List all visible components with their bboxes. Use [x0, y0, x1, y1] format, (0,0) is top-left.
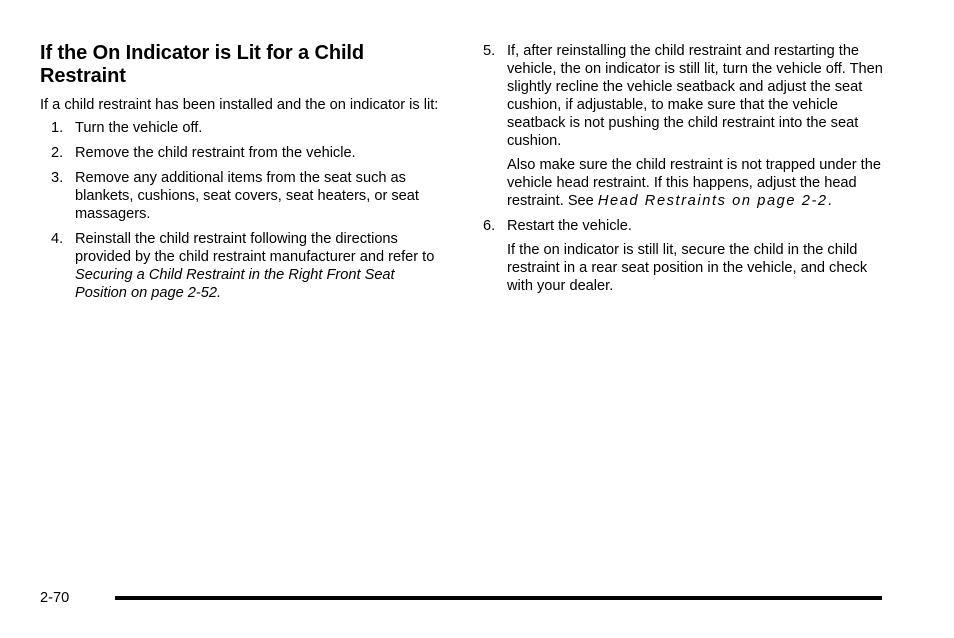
cross-reference-link[interactable]: Securing a Child Restraint in the Right Front Seat Position on page 2-52. [75, 267, 395, 301]
step-text: If, after reinstalling the child restraint and restarting the vehicle, the on indicator is still lit, turn the vehicle off. Then slightly recline the vehicle seatback and adjust the seat cushion, if adjustable, to make sure that the vehicle seatback is not pushing the child restraint into the seat cushion. [507, 43, 883, 149]
step-text: Restart the vehicle. [507, 218, 632, 234]
right-column [483, 42, 883, 302]
step-number: 4. [51, 231, 64, 247]
step-text: Remove the child restraint from the vehicle. [75, 145, 356, 161]
step-1 [40, 119, 450, 137]
cross-reference-link[interactable]: Head Restraints on page 2-2 [597, 193, 828, 209]
step-note [507, 156, 883, 210]
step-text: Turn the vehicle off. [75, 120, 203, 136]
step-4 [40, 230, 450, 302]
step-note-text: Also make sure the child restraint is not trapped under the vehicle head restraint. If this happens, adjust the head restraint. See [507, 157, 881, 209]
page-number: 2-70 [40, 590, 70, 606]
steps-list-right [483, 42, 883, 295]
step-text: Reinstall the child restraint following the directions provided by the child restraint manufacturer and refer to [75, 231, 435, 265]
step-number: 5. [483, 43, 496, 59]
section-heading: If the On Indicator is Lit for a Child Restraint [40, 42, 364, 87]
step-6 [483, 217, 883, 295]
steps-list-left [40, 119, 450, 302]
step-3 [40, 169, 450, 223]
step-2 [40, 144, 450, 162]
footer-rule [115, 596, 882, 600]
intro-paragraph: If a child restraint has been installed and the on indicator is lit: [40, 97, 439, 113]
step-note: If the on indicator is still lit, secure the child in the child restraint in a rear seat position in the vehicle, and check with your dealer. [507, 242, 868, 294]
step-note-end: . [827, 193, 832, 209]
step-5 [483, 42, 883, 210]
step-number: 3. [51, 170, 64, 186]
step-number: 6. [483, 218, 496, 234]
step-number: 1. [51, 120, 64, 136]
step-text: Remove any additional items from the seat such as blankets, cushions, seat covers, seat heaters, or seat massagers. [75, 170, 419, 222]
step-number: 2. [51, 145, 64, 161]
left-column [40, 42, 450, 309]
